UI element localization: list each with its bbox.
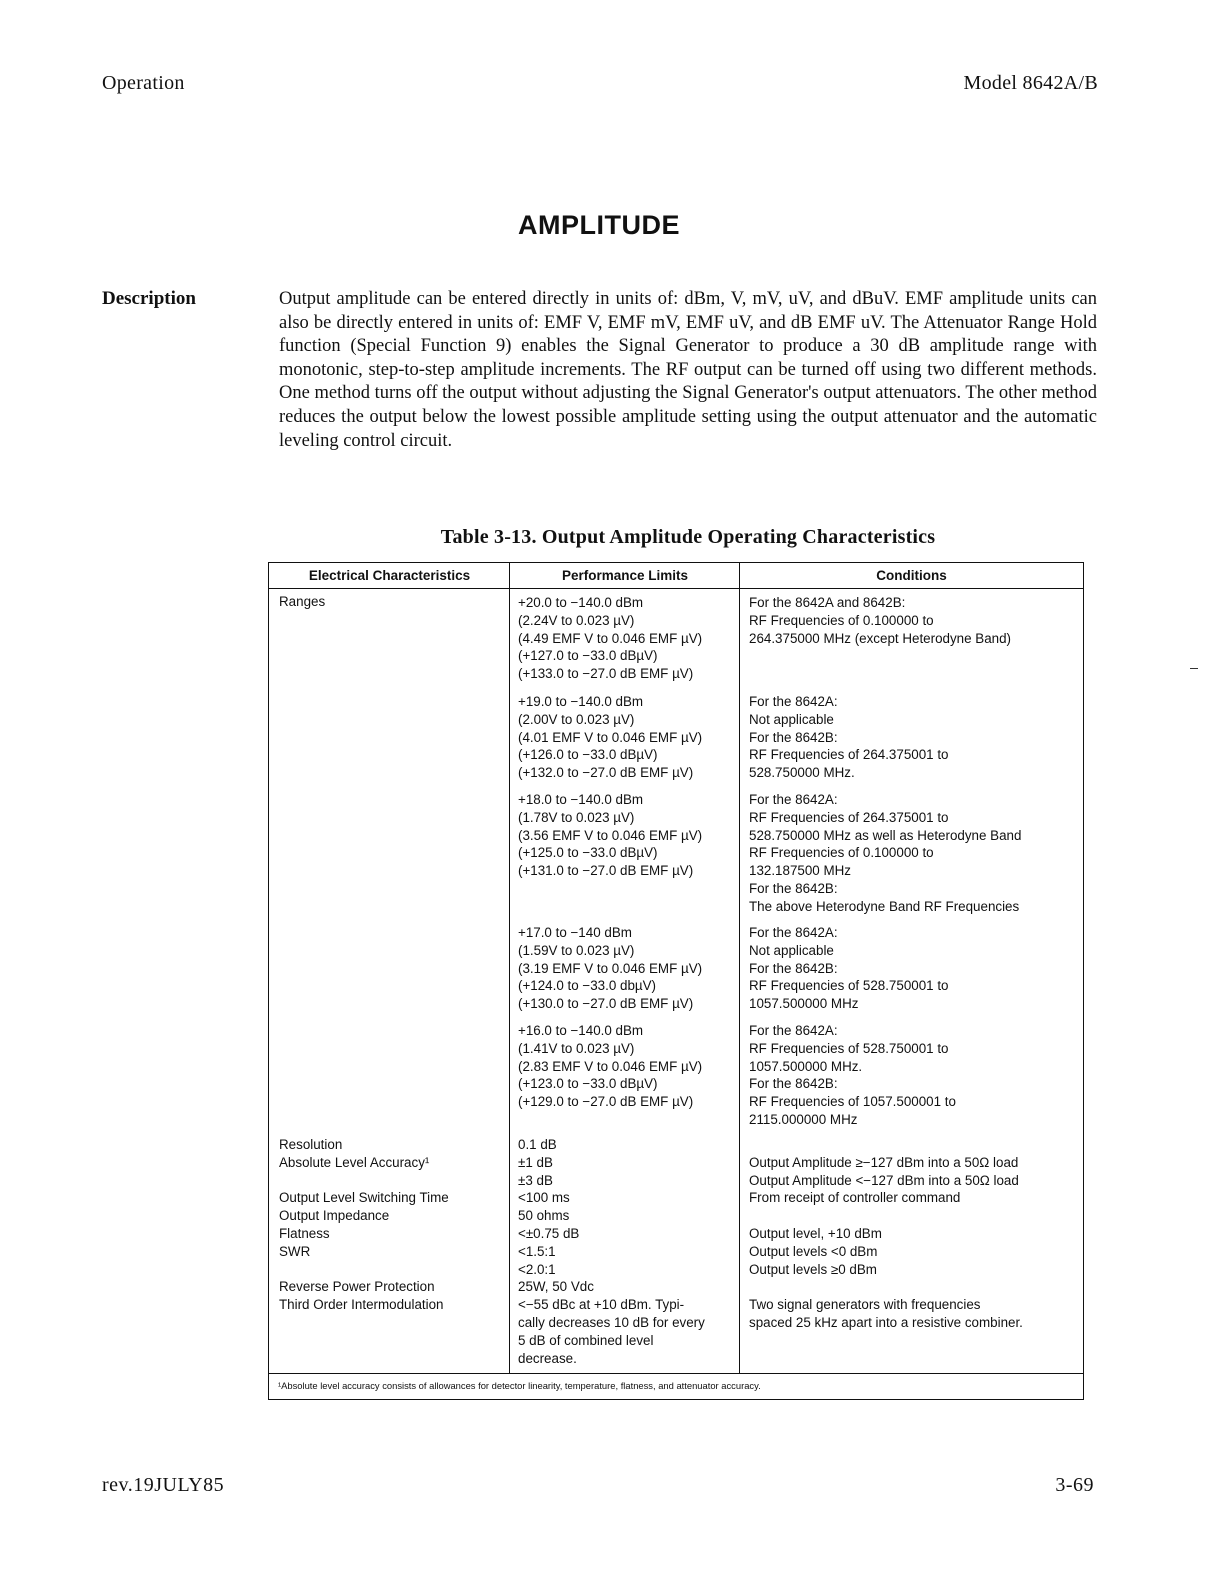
column-header-electrical: Electrical Characteristics — [269, 563, 510, 589]
section-heading: Description — [102, 288, 196, 309]
page-title: AMPLITUDE — [518, 210, 680, 240]
running-header-section: Operation — [102, 72, 185, 94]
page-number: 3-69 — [1055, 1474, 1094, 1496]
table-caption: Table 3-13. Output Amplitude Operating Characteristics — [440, 526, 936, 548]
table-cell-limits: +17.0 to −140 dBm (1.59V to 0.023 µV) (3.19 EMF V to 0.046 EMF µV) (+124.0 to −33.0 dbµV) (+130.0 to −27.0 dB EMF µV) — [518, 925, 703, 1012]
running-header-model: Model 8642A/B — [963, 72, 1098, 94]
column-header-conditions: Conditions — [740, 563, 1083, 589]
table-footnote: ¹Absolute level accuracy consists of allowances for detector linearity, temperature, flatness, and attenuator accuracy. — [269, 1373, 1083, 1399]
column-divider — [509, 563, 510, 1373]
table-cell-conditions: For the 8642A and 8642B: RF Frequencies of 0.100000 to 264.375000 MHz (except Heterodyne Band) — [749, 595, 1012, 646]
table-cell-limits: +19.0 to −140.0 dBm (2.00V to 0.023 µV) (4.01 EMF V to 0.046 EMF µV) (+126.0 to −33.0 dBµV) (+132.0 to −27.0 dB EMF µV) — [518, 694, 703, 781]
table-cell-conditions: For the 8642A: Not applicable For the 8642B: RF Frequencies of 528.750001 to 1057.500000 MHz — [749, 925, 949, 1012]
column-divider — [739, 563, 740, 1373]
table-cell-characteristic-list: Resolution Absolute Level Accuracy¹ Output Level Switching Time Output Impedance Flatness SWR Reverse Power Protection Third Order Intermodulation — [279, 1137, 449, 1313]
table-cell-conditions-list: Output Amplitude ≥−127 dBm into a 50Ω load Output Amplitude <−127 dBm into a 50Ω load From receipt of controller command Output level, +10 dBm Output levels <0 dBm Output levels ≥0 dBm Two signal generators with frequencies spaced 25 kHz apart into a resistive combiner. — [749, 1154, 1023, 1330]
table-cell-conditions: For the 8642A: Not applicable For the 8642B: RF Frequencies of 264.375001 to 528.750000 MHz. — [749, 694, 949, 781]
margin-mark — [1190, 668, 1198, 669]
table-cell-limits: +18.0 to −140.0 dBm (1.78V to 0.023 µV) (3.56 EMF V to 0.046 EMF µV) (+125.0 to −33.0 dBµV) (+131.0 to −27.0 dB EMF µV) — [518, 792, 703, 879]
table-cell-limits-list: 0.1 dB ±1 dB ±3 dB <100 ms 50 ohms <±0.75 dB <1.5:1 <2.0:1 25W, 50 Vdc <−55 dBc at +10 dBm. Typi- cally decreases 10 dB for every 5 dB of combined level decrease. — [518, 1137, 705, 1366]
table-cell-limits: +16.0 to −140.0 dBm (1.41V to 0.023 µV) (2.83 EMF V to 0.046 EMF µV) (+123.0 to −33.0 dBµV) (+129.0 to −27.0 dB EMF µV) — [518, 1023, 703, 1110]
column-header-performance: Performance Limits — [510, 563, 740, 589]
table-cell-conditions: For the 8642A: RF Frequencies of 528.750001 to 1057.500000 MHz. For the 8642B: RF Frequencies of 1057.500001 to 2115.000000 MHz — [749, 1023, 956, 1127]
table-cell-characteristic: Ranges — [279, 594, 326, 609]
characteristics-table — [268, 562, 1084, 1400]
description-paragraph: Output amplitude can be entered directly in units of: dBm, V, mV, uV, and dBuV. EMF amplitude units can also be directly entered in units of: EMF V, EMF mV, EMF uV, and dB EMF uV. The Attenuator Range Hold function (Special Function 9) enables the Signal Generator to produce a 30 dB amplitude range with monotonic, step-to-step amplitude increments. The RF output can be turned off using two different methods. One method turns off the output without adjusting the Signal Generator's output attenuators. The other method reduces the output below the lowest possible amplitude setting using the output attenuator and the automatic leveling control circuit. — [279, 289, 1097, 451]
table-cell-conditions: For the 8642A: RF Frequencies of 264.375001 to 528.750000 MHz as well as Heterodyne Band RF Frequencies of 0.100000 to 132.187500 MHz For the 8642B: The above Heterodyne Band RF Frequencies — [749, 792, 1022, 914]
revision-footer: rev.19JULY85 — [102, 1474, 225, 1496]
table-cell-limits: +20.0 to −140.0 dBm (2.24V to 0.023 µV) (4.49 EMF V to 0.046 EMF µV) (+127.0 to −33.0 dBµV) (+133.0 to −27.0 dB EMF µV) — [518, 595, 703, 682]
